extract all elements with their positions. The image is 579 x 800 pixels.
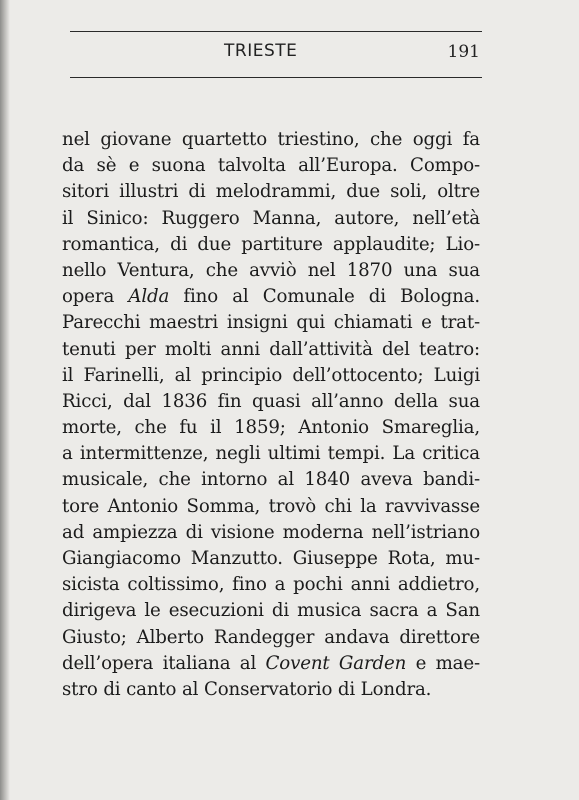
- text-line: romantica, di due partiture applaudite; Lio-: [62, 233, 480, 255]
- text-line: ad ampiezza di visione moderna nell’istriano: [62, 521, 480, 543]
- text-line: nello Ventura, che avviò nel 1870 una sua: [62, 259, 480, 281]
- text-line: [62, 284, 480, 310]
- text-line: Ricci, dal 1836 fin quasi all’anno della sua: [62, 390, 480, 412]
- text-line: il Sinico: Ruggero Manna, autore, nell’età: [62, 207, 480, 229]
- running-title: TRIESTE: [224, 41, 298, 61]
- text-line: musicale, che intorno al 1840 aveva bandi-: [62, 469, 480, 491]
- text-line: dirigeva le esecuzioni di musica sacra a San: [62, 600, 480, 622]
- text-line-part: fino al Comunale di Bologna.: [169, 286, 480, 308]
- book-page: [10, 0, 579, 800]
- venue-name-covent-garden: Covent Garden: [265, 652, 407, 674]
- text-line: da sè e suona talvolta all’Europa. Compo-: [62, 155, 480, 177]
- text-line-part: opera: [62, 286, 129, 308]
- header-rule-top: [70, 31, 482, 32]
- text-line: Giangiacomo Manzutto. Giuseppe Rota, mu-: [62, 548, 480, 569]
- text-line: nel giovane quartetto triestino, che oggi fa: [62, 129, 480, 150]
- book-gutter-shadow: [0, 0, 10, 800]
- text-line: il Farinelli, al principio dell’ottocento; Luigi: [62, 364, 480, 386]
- text-line-part: e mae-: [406, 652, 480, 674]
- text-line-part: dell’opera italiana al: [62, 652, 266, 674]
- text-line: stro di canto al Conservatorio di Londra.: [62, 678, 432, 700]
- text-line: a intermittenze, negli ultimi tempi. La critica: [62, 443, 480, 465]
- text-line: morte, che fu il 1859; Antonio Smareglia,: [62, 417, 480, 439]
- text-line: Parecchi maestri insigni qui chiamati e trat-: [62, 312, 480, 334]
- text-line: tore Antonio Somma, trovò chi la ravvivasse: [62, 495, 480, 517]
- text-line: sitori illustri di melodrammi, due soli, oltre: [62, 181, 480, 203]
- text-line: [62, 651, 480, 677]
- text-line: tenuti per molti anni dall’attività del teatro:: [62, 338, 480, 360]
- header-rule-bottom: [70, 77, 482, 78]
- text-line: sicista coltissimo, fino a pochi anni addietro,: [62, 574, 480, 596]
- text-line: Giusto; Alberto Randegger andava direttore: [62, 626, 480, 648]
- page-number: 191: [447, 42, 480, 62]
- opera-title-aida: Alda: [128, 286, 170, 308]
- body-text: [62, 127, 480, 703]
